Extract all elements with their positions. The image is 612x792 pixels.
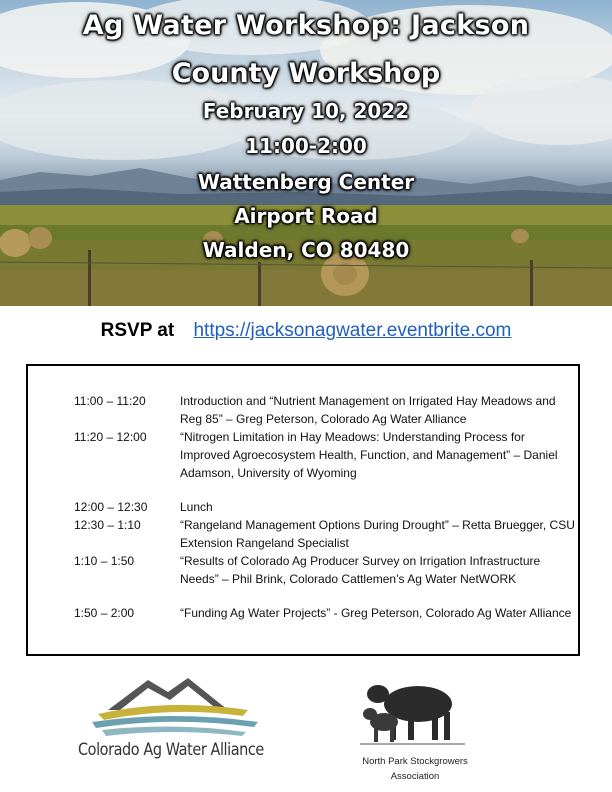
agenda-description: “Rangeland Management Options During Drought” – Retta Bruegger, CSU Extension Rangeland Specialist — [180, 518, 575, 550]
agenda-time: 12:00 – 12:30 — [74, 500, 148, 514]
agenda-time: 1:10 – 1:50 — [74, 554, 135, 568]
hero-banner — [0, 0, 612, 306]
npsa-name-line2: Association — [390, 771, 440, 782]
agenda-description: Lunch — [180, 500, 213, 514]
rsvp-label: RSVP at — [100, 320, 175, 341]
npsa-name — [350, 754, 480, 784]
agenda-description: “Nitrogen Limitation in Hay Meadows: Understanding Process for Improved Agroecosystem Health, Function, and Management” – Daniel Adamson, University of Wyoming — [180, 430, 558, 480]
event-date: February 10, 2022 — [202, 99, 410, 123]
agenda-description: Introduction and “Nutrient Management on Irrigated Hay Meadows and Reg 85” – Greg Peterson, Colorado Ag Water Alliance — [180, 394, 556, 426]
agenda-time: 11:20 – 12:00 — [74, 430, 147, 444]
agenda-time: 11:00 – 11:20 — [74, 394, 146, 408]
agenda-description: “Funding Ag Water Projects” - Greg Peterson, Colorado Ag Water Alliance — [180, 606, 572, 620]
event-street: Airport Road — [234, 204, 378, 228]
mountain-river-icon — [78, 670, 288, 740]
event-time: 11:00-2:00 — [245, 134, 367, 158]
cattle-icon — [350, 668, 480, 748]
event-title-line1: Ag Water Workshop: Jackson — [82, 10, 530, 41]
npsa-logo — [350, 668, 480, 788]
event-venue: Wattenberg Center — [197, 170, 415, 194]
agenda-time: 12:30 – 1:10 — [74, 518, 141, 532]
agenda-description: “Results of Colorado Ag Producer Survey on Irrigation Infrastructure Needs” – Phil Brink, Colorado Cattlemen’s Ag Water NetWORK — [180, 554, 541, 586]
cawa-name: Colorado Ag Water Alliance — [78, 740, 264, 760]
agenda-time: 1:50 – 2:00 — [74, 606, 135, 620]
event-city: Walden, CO 80480 — [202, 238, 410, 262]
cawa-logo — [78, 670, 278, 780]
agenda-box — [26, 364, 580, 656]
rsvp-line — [0, 320, 612, 342]
npsa-name-line1: North Park Stockgrowers — [362, 756, 468, 767]
rsvp-link[interactable]: https://jacksonagwater.eventbrite.com — [193, 320, 512, 341]
event-title-line2: County Workshop — [171, 58, 441, 89]
